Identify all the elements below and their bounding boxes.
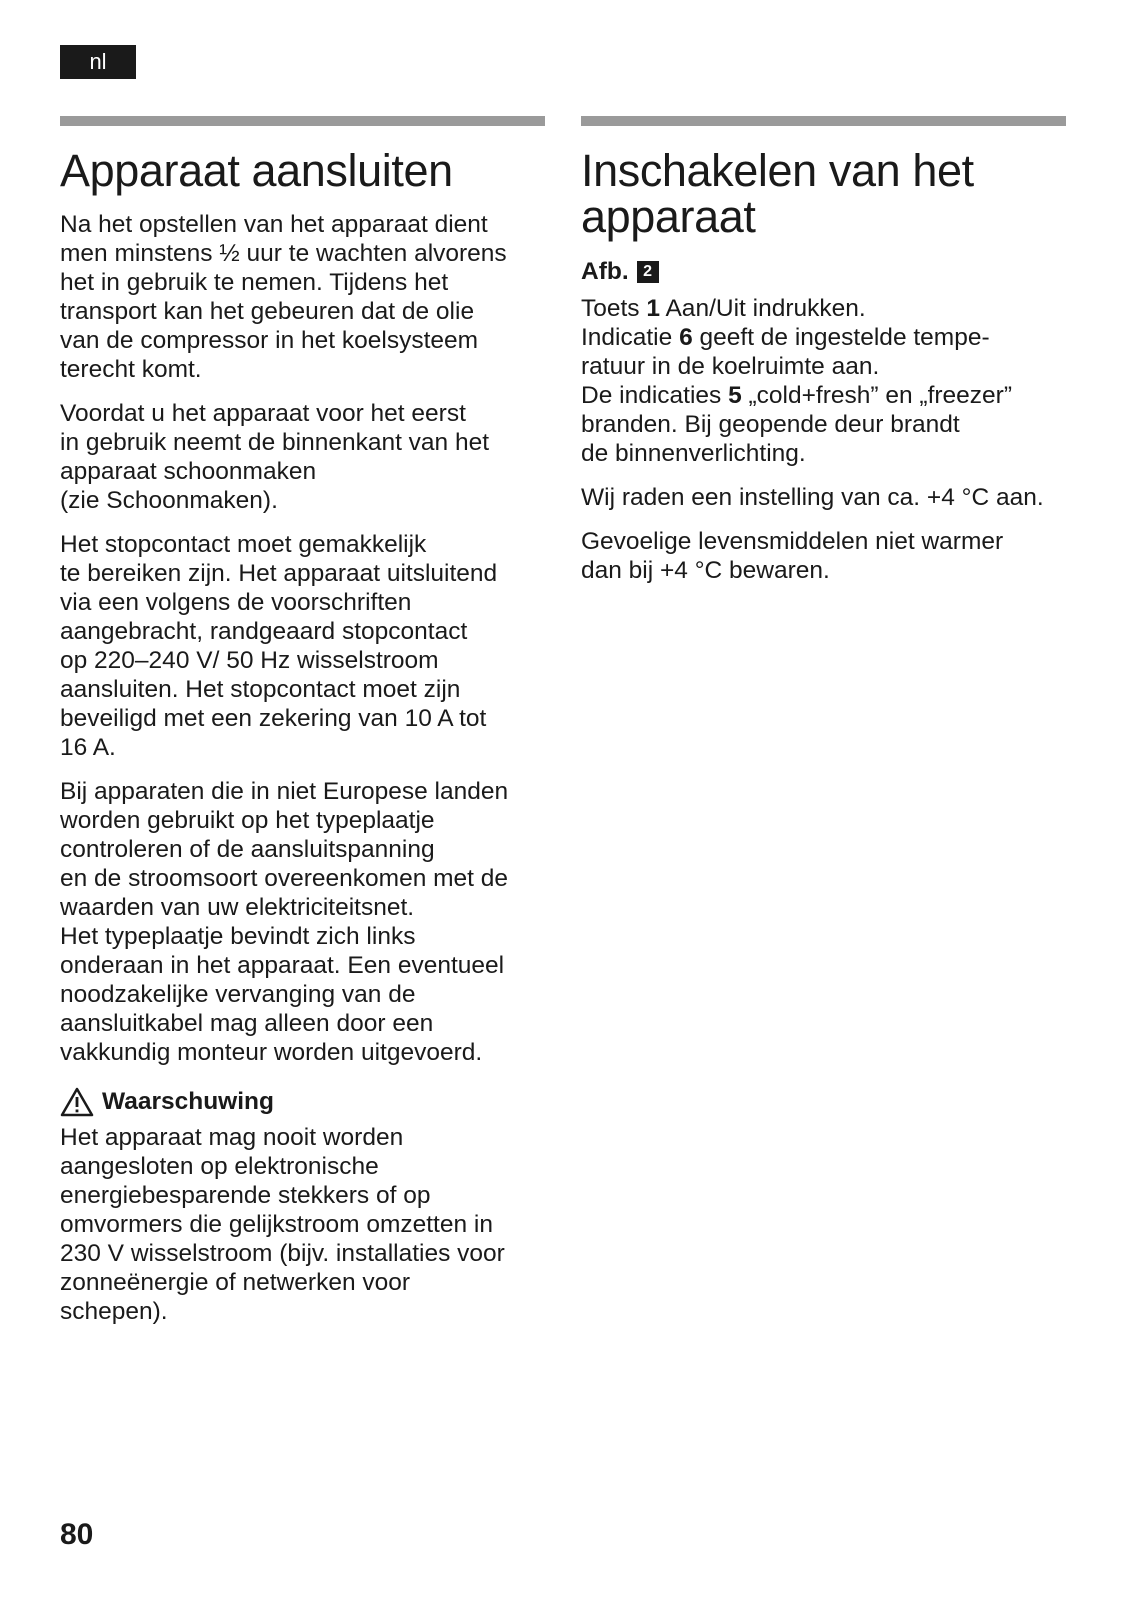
key-number: 6 [679,324,693,351]
warning-text [60,1123,545,1326]
text-line: noodzakelijke vervanging van de [60,981,416,1008]
text-line: Het stopcontact moet gemakkelijk [60,531,427,558]
text-line: controleren of de aansluitspanning [60,836,435,863]
paragraph-socket [60,530,545,762]
text-line: schepen). [60,1298,168,1325]
paragraph-instructions [581,294,1066,468]
text-line: aangebracht, randgeaard stopcontact [60,618,468,645]
text-line: Bij apparaten die in niet Europese landen [60,778,509,805]
paragraph-storage [581,527,1066,585]
figure-label: Afb. [581,258,629,285]
left-column [60,116,545,1341]
text-line: transport kan het gebeuren dat de olie [60,298,475,325]
title-line: Inschakelen van het [581,145,974,196]
text-line: 230 V wisselstroom (bijv. installaties voor [60,1240,505,1267]
text-line: Gevoelige levensmiddelen niet warmer [581,528,1004,555]
text-line: het in gebruik te nemen. Tijdens het [60,269,449,296]
text-line: op 220–240 V/ 50 Hz wisselstroom [60,647,439,674]
paragraph-wait [60,210,545,384]
section-rule [581,116,1066,126]
section-title-connect: Apparaat aansluiten [60,145,453,196]
text-line: branden. Bij geopende deur brandt [581,411,960,438]
text-run: Indicatie [581,324,680,351]
text-line: dan bij +4 °C bewaren. [581,557,830,584]
key-number: 1 [646,295,661,322]
text-line: Wij raden een instelling van ca. +4 °C aan. [581,484,1044,511]
text-line: ratuur in de koelruimte aan. [581,353,880,380]
text-line: 16 A. [60,734,116,761]
text-line: zonneënergie of netwerken voor [60,1269,411,1296]
text-line: en de stroomsoort overeenkomen met de [60,865,509,892]
text-line: Na het opstellen van het apparaat dient [60,211,488,238]
text-line: terecht komt. [60,356,202,383]
warning-triangle-icon [60,1087,94,1117]
text-line [581,323,1066,352]
language-tab: nl [60,45,136,79]
text-line: in gebruik neemt de binnenkant van het [60,429,490,456]
text-line: Het typeplaatje bevindt zich links [60,923,416,950]
section-rule [60,116,545,126]
text-line: onderaan in het apparaat. Een eventueel [60,952,505,979]
text-line: vakkundig monteur worden uitgevoerd. [60,1039,483,1066]
text-run: Toets [581,295,647,322]
warning-title: Waarschuwing [102,1088,274,1115]
text-line: aansluiten. Het stopcontact moet zijn [60,676,461,703]
text-line: Het apparaat mag nooit worden [60,1124,404,1151]
text-line: aansluitkabel mag alleen door een [60,1010,434,1037]
text-line: omvormers die gelijkstroom omzetten in [60,1211,493,1238]
text-line: van de compressor in het koelsysteem [60,327,479,354]
text-line: waarden van uw elektriciteitsnet. [60,894,415,921]
text-run: De indicaties [581,382,729,409]
figure-reference [581,256,1066,288]
section-title-switch-on [581,145,1066,242]
text-run: Aan/Uit indrukken. [660,295,866,322]
text-run: geeft de ingestelde tempe- [692,324,990,351]
text-line: via een volgens de voorschriften [60,589,412,616]
text-line: beveiligd met een zekering van 10 A tot [60,705,487,732]
key-number: 5 [728,382,742,409]
text-line: te bereiken zijn. Het apparaat uitsluitend [60,560,498,587]
warning-heading [60,1087,545,1117]
text-line: Voordat u het apparaat voor het eerst [60,400,466,427]
paragraph-clean [60,399,545,515]
text-line [581,381,1066,410]
figure-number-badge: 2 [637,261,659,283]
right-column [581,116,1066,600]
page-number: 80 [60,1518,94,1551]
text-line: apparaat schoonmaken [60,458,317,485]
text-line: men minstens ½ uur te wachten alvorens [60,240,507,267]
title-line: apparaat [581,191,756,242]
paragraph-typeplate [60,777,545,1067]
text-line: worden gebruikt op het typeplaatje [60,807,435,834]
text-line: (zie Schoonmaken). [60,487,278,514]
text-run: „cold+fresh” en „freezer” [741,382,1012,409]
paragraph-recommendation [581,483,1066,512]
text-line: energiebesparende stekkers of op [60,1182,431,1209]
text-line [581,294,1066,323]
text-line: aangesloten op elektronische [60,1153,379,1180]
text-line: de binnenverlichting. [581,440,806,467]
